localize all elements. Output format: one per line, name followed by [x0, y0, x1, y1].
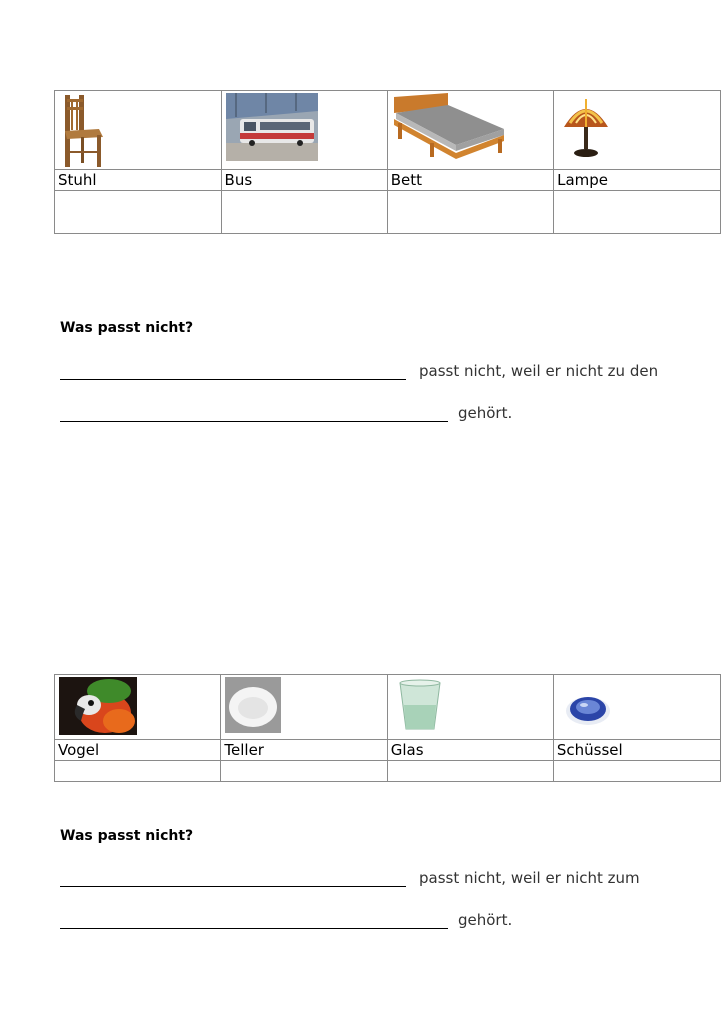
- question-heading: Was passt nicht?: [60, 828, 194, 844]
- bowl-icon: [558, 677, 618, 733]
- item-label: Bus: [221, 170, 387, 191]
- image-cell: [221, 91, 387, 170]
- bed-icon: [392, 93, 506, 159]
- item-label: Schüssel: [553, 740, 720, 761]
- blank-cell[interactable]: [387, 761, 553, 782]
- item-label: Vogel: [55, 740, 221, 761]
- answer-line[interactable]: [60, 379, 406, 380]
- image-cell: [55, 91, 222, 170]
- picture-table-2: [54, 674, 721, 782]
- image-cell: [55, 675, 221, 740]
- sentence-part: gehört.: [458, 404, 513, 422]
- image-cell: [387, 675, 553, 740]
- item-label: Lampe: [554, 170, 721, 191]
- question-heading: Was passt nicht?: [60, 320, 194, 336]
- glass-icon: [392, 677, 448, 733]
- lamp-icon: [558, 93, 614, 161]
- blank-cell[interactable]: [553, 761, 720, 782]
- answer-line[interactable]: [60, 928, 448, 929]
- item-label: Glas: [387, 740, 553, 761]
- sentence-part: passt nicht, weil er nicht zu den: [419, 362, 659, 380]
- item-label: Bett: [387, 170, 553, 191]
- bus-icon: [226, 93, 318, 161]
- image-cell: [554, 91, 721, 170]
- item-label: Stuhl: [55, 170, 222, 191]
- answer-line[interactable]: [60, 421, 448, 422]
- blank-cell[interactable]: [221, 191, 387, 234]
- parrot-icon: [59, 677, 137, 735]
- blank-cell[interactable]: [554, 191, 721, 234]
- blank-cell[interactable]: [55, 191, 222, 234]
- image-cell: [387, 91, 553, 170]
- picture-table-1: [54, 90, 721, 234]
- sentence-part: gehört.: [458, 911, 513, 929]
- plate-icon: [225, 677, 281, 733]
- answer-line[interactable]: [60, 886, 406, 887]
- image-cell: [553, 675, 720, 740]
- blank-cell[interactable]: [221, 761, 387, 782]
- image-cell: [221, 675, 387, 740]
- blank-cell[interactable]: [55, 761, 221, 782]
- blank-cell[interactable]: [387, 191, 553, 234]
- item-label: Teller: [221, 740, 387, 761]
- sentence-part: passt nicht, weil er nicht zum: [419, 869, 640, 887]
- chair-icon: [59, 93, 107, 169]
